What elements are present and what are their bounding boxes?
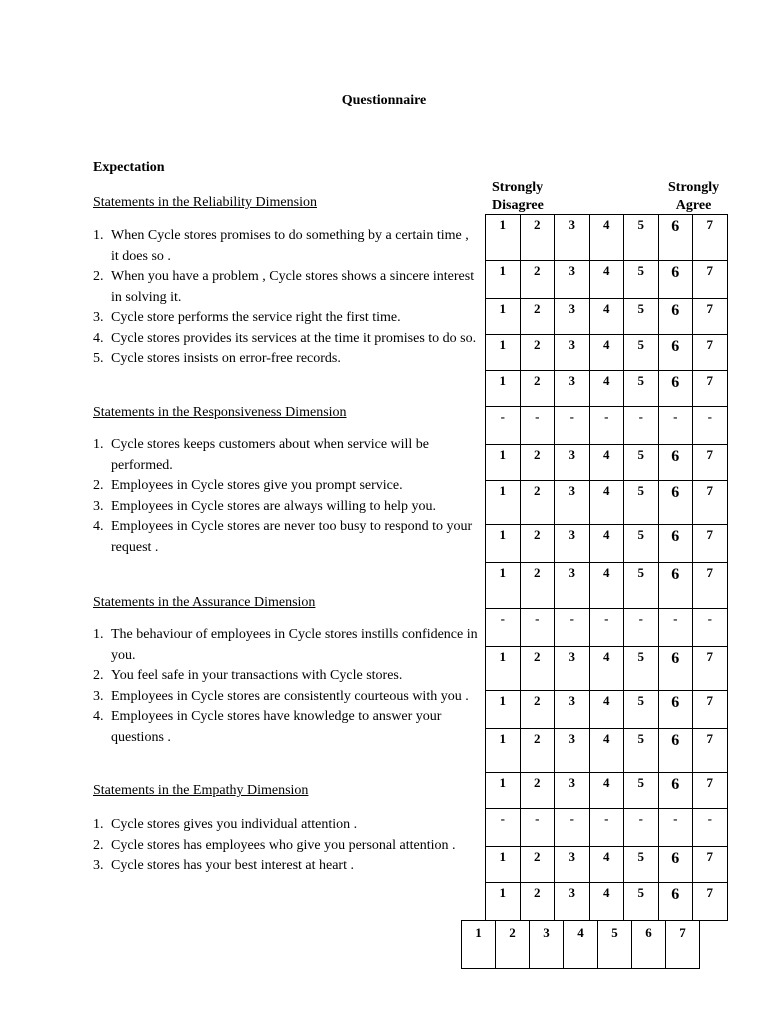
rating-option-6[interactable]: 6: [658, 647, 693, 691]
rating-option-7[interactable]: 7: [693, 215, 728, 261]
statement-text: Employees in Cycle stores are never too busy to respond to your request .: [111, 519, 473, 555]
rating-option-3[interactable]: 3: [555, 261, 590, 299]
rating-row-separator: [486, 407, 728, 445]
rating-option-2[interactable]: 2: [520, 481, 555, 525]
rating-option-4[interactable]: 4: [589, 691, 624, 729]
overflow-rating-option-1: 1: [462, 921, 496, 969]
rating-option-6[interactable]: 6: [658, 215, 693, 261]
statement-number: 4.: [93, 709, 104, 724]
rating-option-3[interactable]: 3: [555, 729, 590, 773]
strongly-disagree-label: Strongly Disagree: [492, 180, 544, 213]
rating-dash: -: [589, 407, 624, 445]
rating-row: [486, 335, 728, 371]
rating-option-1[interactable]: 1: [486, 773, 521, 809]
rating-row-separator: [486, 609, 728, 647]
rating-option-6[interactable]: 6: [658, 299, 693, 335]
rating-option-7[interactable]: 7: [693, 563, 728, 609]
rating-row: [486, 371, 728, 407]
rating-option-7[interactable]: 7: [693, 299, 728, 335]
rating-option-5[interactable]: 5: [624, 647, 659, 691]
rating-option-3[interactable]: 3: [555, 773, 590, 809]
rating-option-7[interactable]: 7: [693, 445, 728, 481]
rating-option-4[interactable]: 4: [589, 773, 624, 809]
rating-grid-overflow: [461, 920, 700, 969]
rating-option-2[interactable]: 2: [520, 847, 555, 883]
rating-row: [486, 445, 728, 481]
statement-number: 2.: [93, 837, 104, 853]
responsiveness-heading: Statements in the Responsiveness Dimension: [93, 405, 347, 420]
responsiveness-list: [93, 435, 478, 558]
statement-item: [93, 707, 478, 748]
rating-option-6[interactable]: 6: [658, 335, 693, 371]
statement-item: [93, 267, 478, 308]
rating-dash: -: [693, 809, 728, 847]
rating-row: [486, 647, 728, 691]
rating-option-1[interactable]: 1: [486, 729, 521, 773]
statement-text: Cycle stores insists on error-free records.: [111, 351, 341, 366]
rating-row: [486, 773, 728, 809]
rating-option-2[interactable]: 2: [520, 883, 555, 921]
statement-text: Cycle stores keeps customers about when service will be performed.: [111, 437, 430, 473]
statement-text: Employees in Cycle stores have knowledge to answer your questions .: [111, 709, 442, 745]
rating-dash: -: [589, 609, 624, 647]
statement-item: [93, 856, 478, 877]
statement-number: 1.: [93, 627, 104, 642]
rating-row: [486, 847, 728, 883]
statement-item: [93, 476, 478, 497]
statement-item: [93, 435, 478, 476]
rating-option-6[interactable]: 6: [658, 691, 693, 729]
statement-number: 3.: [93, 498, 104, 514]
rating-option-2[interactable]: 2: [520, 215, 555, 261]
statement-number: 3.: [93, 310, 104, 325]
empathy-heading: Statements in the Empathy Dimension: [93, 783, 309, 798]
rating-option-5[interactable]: 5: [624, 371, 659, 407]
rating-option-5[interactable]: 5: [624, 883, 659, 921]
rating-option-1[interactable]: 1: [486, 335, 521, 371]
rating-option-2[interactable]: 2: [520, 445, 555, 481]
rating-option-2[interactable]: 2: [520, 335, 555, 371]
rating-option-5[interactable]: 5: [624, 445, 659, 481]
rating-option-4[interactable]: 4: [589, 445, 624, 481]
rating-row: [486, 691, 728, 729]
rating-option-6[interactable]: 6: [658, 563, 693, 609]
rating-option-5[interactable]: 5: [624, 299, 659, 335]
rating-option-4[interactable]: 4: [589, 729, 624, 773]
statement-text: The behaviour of employees in Cycle stores instills confidence in you.: [111, 627, 478, 663]
rating-row: [486, 729, 728, 773]
rating-option-1[interactable]: 1: [486, 525, 521, 563]
empathy-list: [93, 815, 478, 877]
rating-option-1[interactable]: 1: [486, 445, 521, 481]
rating-dash: -: [658, 407, 693, 445]
statement-number: 2.: [93, 478, 104, 493]
rating-option-5[interactable]: 5: [624, 335, 659, 371]
rating-option-4[interactable]: 4: [589, 371, 624, 407]
rating-option-5[interactable]: 5: [624, 525, 659, 563]
rating-option-1[interactable]: 1: [486, 647, 521, 691]
rating-option-3[interactable]: 3: [555, 371, 590, 407]
rating-option-5[interactable]: 5: [624, 261, 659, 299]
overflow-rating-option-4: 4: [564, 921, 598, 969]
rating-dash: -: [486, 809, 521, 847]
rating-option-1[interactable]: 1: [486, 481, 521, 525]
rating-dash: -: [555, 407, 590, 445]
rating-dash: -: [520, 809, 555, 847]
statement-number: 3.: [93, 858, 104, 873]
rating-option-2[interactable]: 2: [520, 647, 555, 691]
rating-option-3[interactable]: 3: [555, 445, 590, 481]
statement-text: Employees in Cycle stores give you prompt service.: [111, 478, 403, 493]
overflow-rating-option-3: 3: [530, 921, 564, 969]
rating-option-6[interactable]: 6: [658, 729, 693, 773]
strongly-agree-label: Strongly Agree: [668, 180, 720, 213]
statement-item: [93, 329, 478, 350]
rating-row: [486, 525, 728, 563]
rating-option-7[interactable]: 7: [693, 261, 728, 299]
rating-option-3[interactable]: 3: [555, 215, 590, 261]
rating-option-7[interactable]: 7: [693, 691, 728, 729]
rating-option-7[interactable]: 7: [693, 729, 728, 773]
rating-option-7[interactable]: 7: [693, 371, 728, 407]
rating-option-3[interactable]: 3: [555, 691, 590, 729]
rating-option-5[interactable]: 5: [624, 481, 659, 525]
rating-option-3[interactable]: 3: [555, 525, 590, 563]
rating-option-3[interactable]: 3: [555, 563, 590, 609]
statement-item: [93, 687, 478, 708]
rating-option-3[interactable]: 3: [555, 481, 590, 525]
statement-text: When you have a problem , Cycle stores shows a sincere interest in solving it.: [111, 269, 475, 305]
rating-option-4[interactable]: 4: [589, 299, 624, 335]
rating-option-6[interactable]: 6: [658, 525, 693, 563]
rating-dash: -: [555, 609, 590, 647]
statement-number: 1.: [93, 817, 104, 832]
rating-option-2[interactable]: 2: [520, 261, 555, 299]
statement-item: [93, 836, 478, 857]
rating-option-7[interactable]: 7: [693, 773, 728, 809]
rating-option-3[interactable]: 3: [555, 847, 590, 883]
statement-text: Cycle stores provides its services at the time it promises to do so.: [111, 330, 477, 346]
rating-option-1[interactable]: 1: [486, 847, 521, 883]
rating-option-6[interactable]: 6: [658, 445, 693, 481]
rating-option-7[interactable]: 7: [693, 647, 728, 691]
rating-option-4[interactable]: 4: [589, 215, 624, 261]
statement-item: [93, 517, 478, 558]
rating-option-4[interactable]: 4: [589, 563, 624, 609]
rating-option-7[interactable]: 7: [693, 335, 728, 371]
rating-option-4[interactable]: 4: [589, 647, 624, 691]
rating-dash: -: [658, 609, 693, 647]
rating-grid: [485, 214, 728, 921]
rating-option-3[interactable]: 3: [555, 299, 590, 335]
statement-number: 5.: [93, 351, 104, 366]
statement-number: 3.: [93, 688, 104, 704]
rating-option-5[interactable]: 5: [624, 563, 659, 609]
rating-dash: -: [624, 609, 659, 647]
statement-item: [93, 226, 478, 267]
rating-option-3[interactable]: 3: [555, 883, 590, 921]
rating-option-6[interactable]: 6: [658, 371, 693, 407]
rating-option-6[interactable]: 6: [658, 847, 693, 883]
statement-text: Cycle store performs the service right the first time.: [111, 310, 401, 325]
statement-number: 4.: [93, 519, 104, 534]
statement-text: Cycle stores gives you individual attention .: [111, 817, 358, 832]
overflow-rating-option-5: 5: [598, 921, 632, 969]
rating-option-3[interactable]: 3: [555, 335, 590, 371]
rating-option-2[interactable]: 2: [520, 773, 555, 809]
statement-item: [93, 349, 478, 370]
statement-item: [93, 308, 478, 329]
rating-option-3[interactable]: 3: [555, 647, 590, 691]
rating-option-1[interactable]: 1: [486, 261, 521, 299]
rating-option-1[interactable]: 1: [486, 883, 521, 921]
rating-option-6[interactable]: 6: [658, 481, 693, 525]
rating-option-4[interactable]: 4: [589, 883, 624, 921]
rating-option-7[interactable]: 7: [693, 481, 728, 525]
statement-number: 4.: [93, 330, 104, 346]
rating-dash: -: [693, 609, 728, 647]
rating-option-1[interactable]: 1: [486, 299, 521, 335]
assurance-heading: Statements in the Assurance Dimension: [93, 595, 316, 610]
statement-text: You feel safe in your transactions with Cycle stores.: [111, 668, 403, 683]
statement-text: Employees in Cycle stores are consistently courteous with you .: [111, 688, 469, 704]
statement-text: Cycle stores has employees who give you personal attention .: [111, 837, 456, 853]
assurance-list: [93, 625, 478, 748]
rating-option-5[interactable]: 5: [624, 729, 659, 773]
rating-option-5[interactable]: 5: [624, 215, 659, 261]
rating-option-2[interactable]: 2: [520, 299, 555, 335]
overflow-rating-option-2: 2: [496, 921, 530, 969]
rating-row: [486, 481, 728, 525]
rating-row-separator: [486, 809, 728, 847]
statement-item: [93, 497, 478, 518]
rating-option-7[interactable]: 7: [693, 847, 728, 883]
statement-item: [93, 666, 478, 687]
rating-option-2[interactable]: 2: [520, 525, 555, 563]
rating-option-6[interactable]: 6: [658, 883, 693, 921]
rating-dash: -: [658, 809, 693, 847]
rating-row: [486, 563, 728, 609]
rating-option-7[interactable]: 7: [693, 525, 728, 563]
reliability-list: [93, 226, 478, 370]
rating-option-7[interactable]: 7: [693, 883, 728, 921]
statement-number: 1.: [93, 437, 104, 452]
expectation-heading: Expectation: [93, 160, 165, 175]
rating-option-1[interactable]: 1: [486, 691, 521, 729]
rating-option-1[interactable]: 1: [486, 371, 521, 407]
rating-dash: -: [486, 407, 521, 445]
rating-dash: -: [624, 407, 659, 445]
rating-option-2[interactable]: 2: [520, 371, 555, 407]
rating-option-5[interactable]: 5: [624, 773, 659, 809]
rating-dash: -: [589, 809, 624, 847]
rating-option-6[interactable]: 6: [658, 261, 693, 299]
rating-dash: -: [520, 407, 555, 445]
statement-number: 2.: [93, 668, 104, 683]
statement-number: 2.: [93, 269, 104, 284]
statement-text: Employees in Cycle stores are always willing to help you.: [111, 498, 437, 514]
rating-option-4[interactable]: 4: [589, 847, 624, 883]
overflow-rating-option-6: 6: [632, 921, 666, 969]
rating-row: [486, 883, 728, 921]
rating-option-1[interactable]: 1: [486, 563, 521, 609]
rating-option-4[interactable]: 4: [589, 335, 624, 371]
rating-option-1[interactable]: 1: [486, 215, 521, 261]
rating-option-4[interactable]: 4: [589, 481, 624, 525]
rating-option-2[interactable]: 2: [520, 729, 555, 773]
rating-option-5[interactable]: 5: [624, 847, 659, 883]
rating-option-4[interactable]: 4: [589, 261, 624, 299]
page-title: Questionnaire: [341, 93, 427, 108]
rating-option-5[interactable]: 5: [624, 691, 659, 729]
rating-option-2[interactable]: 2: [520, 563, 555, 609]
rating-row: [486, 299, 728, 335]
rating-option-6[interactable]: 6: [658, 773, 693, 809]
rating-option-2[interactable]: 2: [520, 691, 555, 729]
rating-dash: -: [555, 809, 590, 847]
statement-text: Cycle stores has your best interest at heart .: [111, 858, 354, 873]
rating-row: [486, 261, 728, 299]
statement-text: When Cycle stores promises to do something by a certain time , it does so .: [111, 228, 469, 264]
reliability-heading: Statements in the Reliability Dimension: [93, 195, 317, 210]
overflow-rating-option-7: 7: [666, 921, 700, 969]
rating-row: [486, 215, 728, 261]
rating-dash: -: [520, 609, 555, 647]
statement-item: [93, 625, 478, 666]
rating-dash: -: [693, 407, 728, 445]
rating-dash: -: [486, 609, 521, 647]
statement-number: 1.: [93, 228, 104, 243]
rating-dash: -: [624, 809, 659, 847]
statement-item: [93, 815, 478, 836]
rating-option-4[interactable]: 4: [589, 525, 624, 563]
